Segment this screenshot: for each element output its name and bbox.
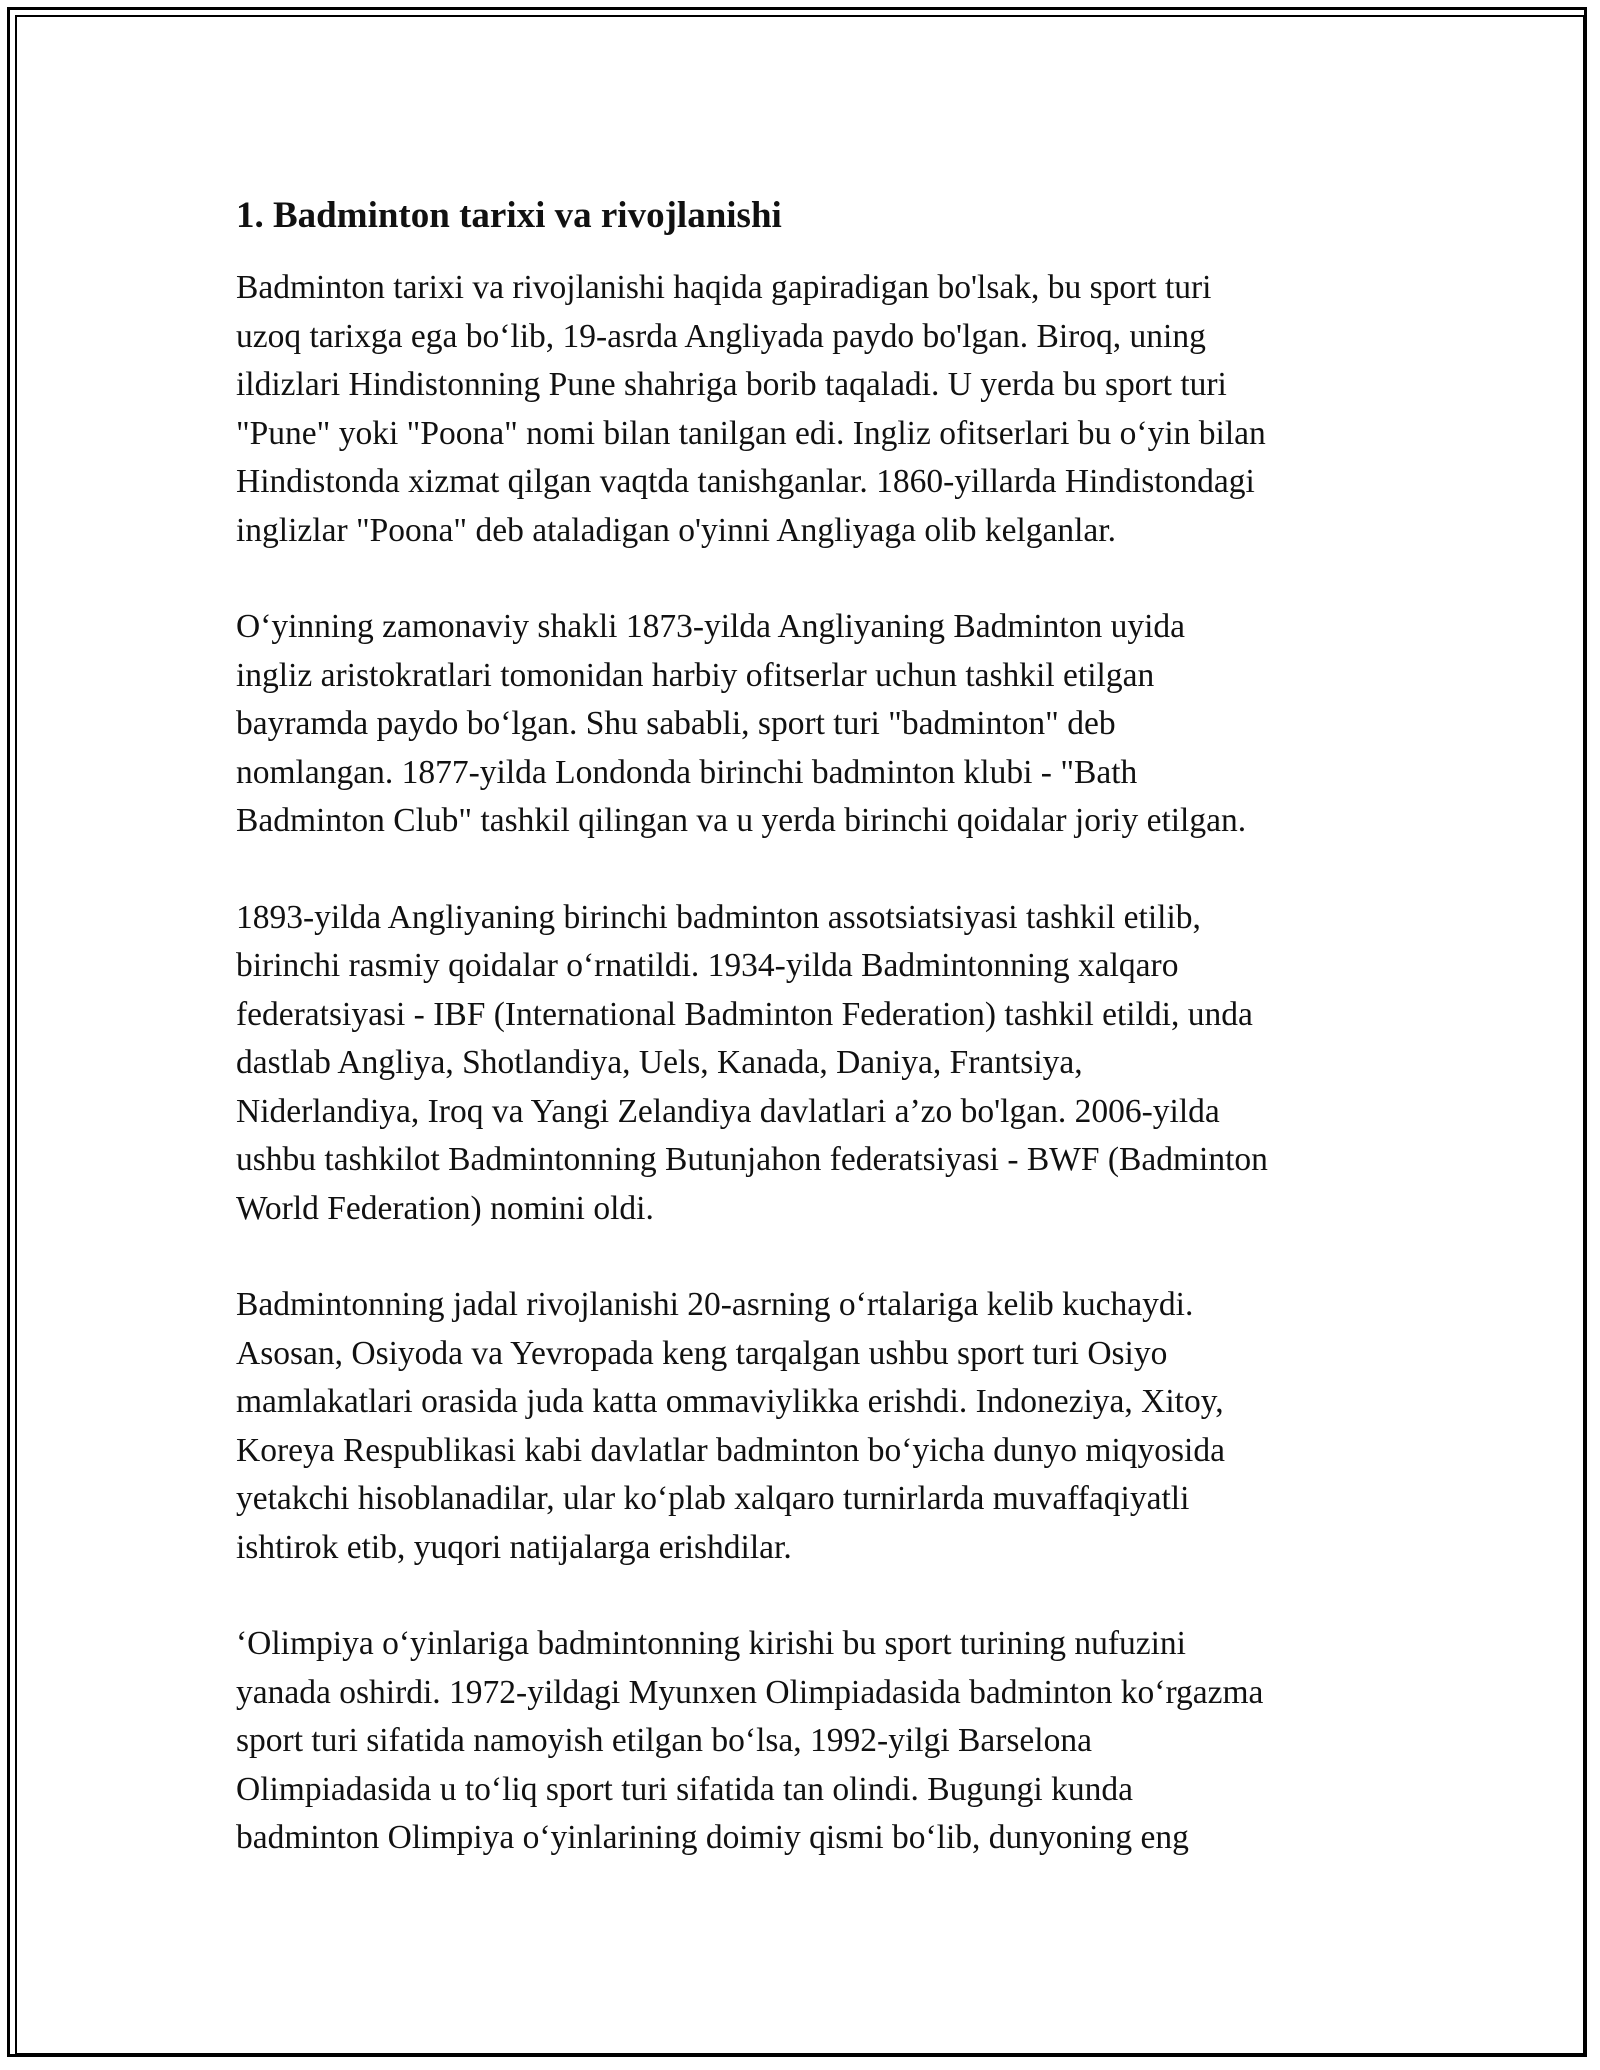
text-line: ingliz aristokratlari tomonidan harbiy ofitserlar uchun tashkil etilgan [236,656,1155,694]
paragraph-20th-century [236,1281,1376,1572]
text-line: inglizlar "Poona" deb ataladigan o'yinni Angliyaga olib kelganlar. [236,511,1116,549]
text-line: Asosan, Osiyoda va Yevropada keng tarqalgan ushbu sport turi Osiyo [236,1334,1168,1372]
text-line: World Federation) nomini oldi. [236,1189,654,1227]
text-line: Koreya Respublikasi kabi davlatlar badminton bo‘yicha dunyo miqyosida [236,1431,1225,1469]
document-body [236,192,1376,1911]
text-line: ‘Olimpiya o‘yinlariga badmintonning kirishi bu sport turining nufuzini [236,1625,1186,1662]
text-line: mamlakatlari orasida juda katta ommaviylikka erishdi. Indoneziya, Xitoy, [236,1383,1224,1420]
text-line: yetakchi hisoblanadilar, ular ko‘plab xalqaro turnirlarda muvaffaqiyatli [236,1480,1190,1517]
text-line: Badminton Club" tashkil qilingan va u yerda birinchi qoidalar joriy etilgan. [236,802,1247,839]
section-title: 1. Badminton tarixi va rivojlanishi [236,195,782,236]
text-line: Olimpiadasida u to‘liq sport turi sifatida tan olindi. Bugungi kunda [236,1770,1133,1808]
text-line: Badminton tarixi va rivojlanishi haqida gapiradigan bo'lsak, bu sport turi [236,269,1212,306]
text-line: "Pune" yoki "Poona" nomi bilan tanilgan edi. Ingliz ofitserlari bu o‘yin bilan [236,414,1266,452]
text-line: bayramda paydo bo‘lgan. Shu sababli, sport turi "badminton" deb [236,705,1116,742]
text-line: ushbu tashkilot Badmintonning Butunjahon federatsiyasi - BWF (Badminton [236,1141,1268,1178]
text-line: yanada oshirdi. 1972-yildagi Myunxen Olimpiadasida badminton ko‘rgazma [236,1673,1264,1711]
text-line: 1893-yilda Angliyaning birinchi badminton assotsiatsiyasi tashkil etilib, [236,898,1201,936]
text-line: Badmintonning jadal rivojlanishi 20-asrning o‘rtalariga kelib kuchaydi. [236,1286,1194,1323]
text-line: ishtirok etib, yuqori natijalarga erishdilar. [236,1528,792,1566]
paragraph-history-origins [236,264,1376,555]
paragraph-federations [236,894,1376,1234]
text-line: badminton Olimpiya o‘yinlarining doimiy qismi bo‘lib, dunyoning eng [236,1819,1189,1856]
text-line: dastlab Angliya, Shotlandiya, Uels, Kanada, Daniya, Frantsiya, [236,1044,1083,1081]
text-line: sport turi sifatida namoyish etilgan bo‘lsa, 1992-yilgi Barselona [236,1722,1092,1759]
paragraph-olympics [236,1620,1376,1863]
text-line: Hindistonda xizmat qilgan vaqtda tanishganlar. 1860-yillarda Hindistondagi [236,463,1255,500]
text-line: nomlangan. 1877-yilda Londonda birinchi badminton klubi - "Bath [236,753,1138,791]
text-line: O‘yinning zamonaviy shakli 1873-yilda Angliyaning Badminton uyida [236,608,1186,645]
text-line: birinchi rasmiy qoidalar o‘rnatildi. 1934-yilda Badmintonning xalqaro [236,947,1179,984]
text-line: ildizlari Hindistonning Pune shahriga borib taqaladi. U yerda bu sport turi [236,366,1227,403]
text-line: uzoq tarixga ega bo‘lib, 19-asrda Angliyada paydo bo'lgan. Biroq, uning [236,317,1206,355]
text-line: federatsiyasi - IBF (International Badminton Federation) tashkil etildi, unda [236,995,1253,1033]
text-line: Niderlandiya, Iroq va Yangi Zelandiya davlatlari a’zo bo'lgan. 2006-yilda [236,1092,1220,1130]
paragraph-modern-form [236,603,1376,846]
